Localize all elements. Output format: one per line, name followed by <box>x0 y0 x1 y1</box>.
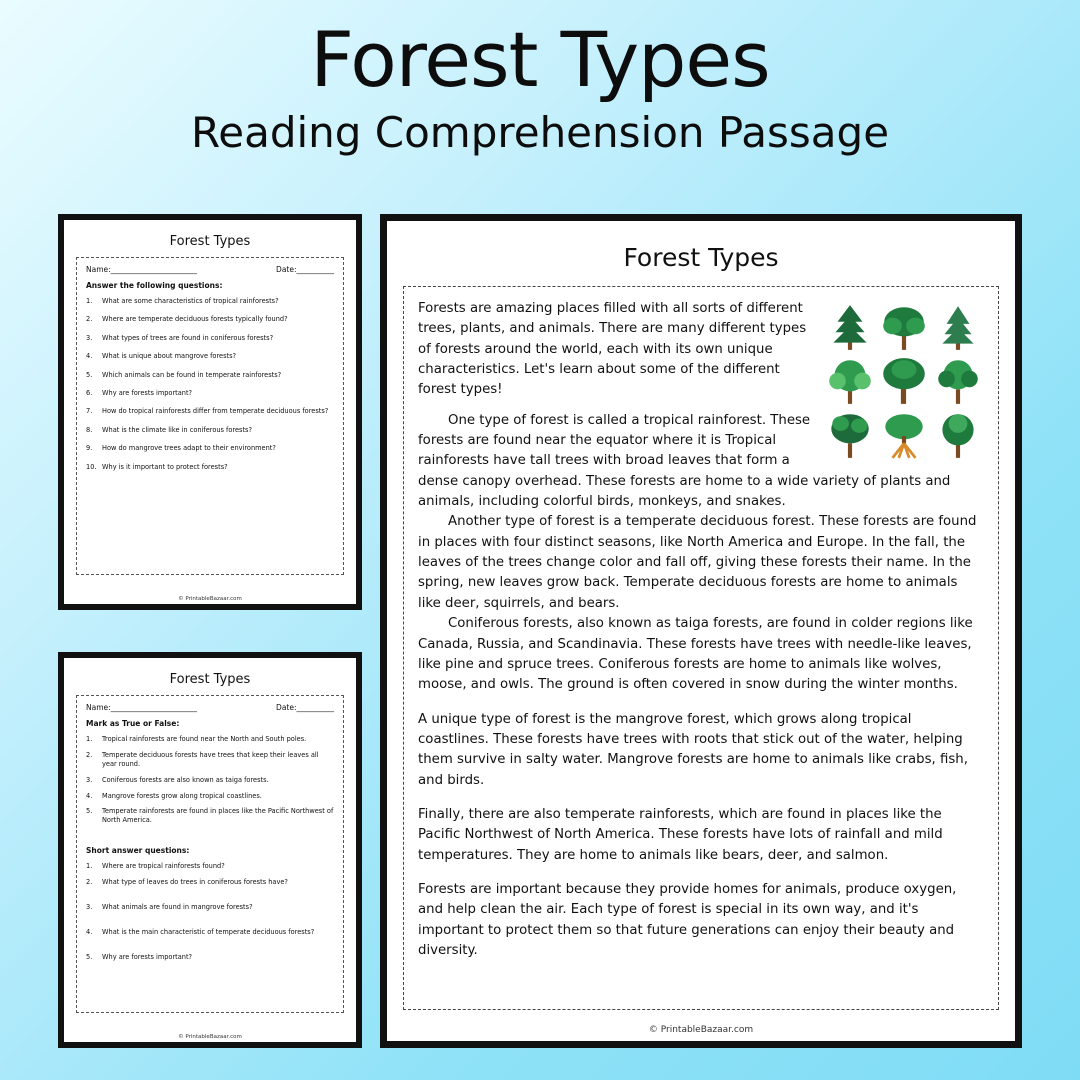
list-item: 3. Coniferous forests are also known as taiga forests. <box>86 775 269 784</box>
list-item: 9. How do mangrove trees adapt to their environment? <box>86 444 276 453</box>
worksheet-1-title: Forest Types <box>169 234 251 249</box>
passage-paragraph: Coniferous forests, also known as taiga forests, are found in colder regions like Canada, Russia, and Scandinavia. These forests have trees with needle-like leaves, like pine and spruce trees. Coniferous forests are home to animals like wolves, moose, and owls. The ground is often covered in snow during the winter months. <box>418 616 973 693</box>
passage-paragraph: Forests are amazing places filled with all sorts of different trees, plants, and animals. There are many different types of forests around the world, each with its own unique characteristics. Let's learn about some of the different forest types! <box>418 301 807 398</box>
broadleaf-tree-icon <box>824 409 876 461</box>
name-field-label: Name:_______________________ <box>86 265 197 274</box>
passage-body <box>403 286 999 1010</box>
passage-paragraph: One type of forest is called a tropical rainforest. These forests are found near the equator where it is Tropical rainforests have tall trees with broad leaves that form a dense canopy overhead. These forests are home to a wide variety of plants and animals, including colorful birds, monkeys, and snakes. <box>418 412 951 510</box>
passage-footer: © PrintableBazaar.com <box>648 1025 754 1035</box>
passage-paragraph: Forests are important because they provide homes for animals, produce oxygen, and help clean the air. Each type of forest is special in its own way, and it's important to protect them so that future generations can enjoy their beauty and diversity. <box>418 881 957 958</box>
worksheet-1-namerow <box>86 265 334 274</box>
page-subtitle: Reading Comprehension Passage <box>190 108 890 157</box>
list-item: 10. Why is it important to protect forests? <box>86 462 228 471</box>
conifer-tree-icon <box>824 301 876 353</box>
list-item: 1. Tropical rainforests are found near the North and South poles. <box>86 735 307 743</box>
list-item: 6. Why are forests important? <box>86 388 193 397</box>
broadleaf-tree-icon <box>932 355 984 407</box>
list-item: 4. What is unique about mangrove forests? <box>86 352 237 361</box>
list-item: 5. Which animals can be found in temperate rainforests? <box>86 370 282 379</box>
list-item: 7. How do tropical rainforests differ from temperate deciduous forests? <box>86 407 329 416</box>
passage-paragraph: A unique type of forest is the mangrove forest, which grows along tropical coastlines. These forests have trees with roots that stick out of the water, helping them survive in salty water. Mangrove forests are home to animals like crabs, fish, and birds. <box>418 711 968 788</box>
list-item: 8. What is the climate like in coniferous forests? <box>86 425 252 434</box>
worksheet-2-thumbnail[interactable] <box>58 652 362 1048</box>
passage-title: Forest Types <box>623 243 779 272</box>
worksheet-2-footer: © PrintableBazaar.com <box>178 1034 242 1040</box>
list-item: 5. Why are forests important? <box>86 952 193 961</box>
list-item: 2. Where are temperate deciduous forests typically found? <box>86 315 288 324</box>
list-item: 4. What is the main characteristic of temperate deciduous forests? <box>86 927 315 936</box>
forest-trees-illustration <box>824 301 984 449</box>
list-item: 2. Temperate deciduous forests have trees that keep their leaves all year round. <box>86 750 319 768</box>
page-title: Forest Types <box>310 15 770 104</box>
worksheet-1-section-heading: Answer the following questions: <box>86 281 223 290</box>
mangrove-tree-icon <box>878 409 930 461</box>
worksheet-1-footer: © PrintableBazaar.com <box>178 596 242 602</box>
worksheet-2-body <box>76 695 344 1013</box>
passage-page[interactable] <box>380 214 1022 1048</box>
passage-paragraph: Finally, there are also temperate rainforests, which are found in places like the Pacific Northwest of North America. These forests have lots of rainfall and mild temperatures. They are home to animals like bears, deer, and salmon. <box>418 806 943 863</box>
broadleaf-tree-icon <box>824 355 876 407</box>
poster-header <box>0 0 1080 157</box>
worksheet-2-section-heading-short-answer: Short answer questions: <box>86 846 190 856</box>
list-item: 4. Mangrove forests grow along tropical coastlines. <box>86 791 262 800</box>
list-item: 3. What types of trees are found in coniferous forests? <box>86 333 274 342</box>
worksheet-1-thumbnail[interactable] <box>58 214 362 610</box>
worksheet-2-section-heading-true-false: Mark as True or False: <box>86 719 180 728</box>
list-item: 2. What type of leaves do trees in coniferous forests have? <box>86 878 288 887</box>
passage-paragraph: Another type of forest is a temperate deciduous forest. These forests are found in places with four distinct seasons, like North America and Europe. In the fall, the leaves of the trees change color and fall off, giving these forests their name. In the spring, new leaves grow back. Temperate deciduous forests are home to animals like deer, squirrels, and bears. <box>418 514 977 611</box>
worksheet-2-namerow <box>86 703 334 712</box>
worksheet-2-title: Forest Types <box>169 672 251 687</box>
broadleaf-tree-icon <box>878 355 930 407</box>
broadleaf-tree-icon <box>878 301 930 353</box>
list-item: 3. What animals are found in mangrove forests? <box>86 903 253 912</box>
list-item: 5. Temperate rainforests are found in places like the Pacific Northwest of North America. <box>86 807 334 825</box>
worksheet-1-body <box>76 257 344 575</box>
conifer-tree-icon <box>932 301 984 353</box>
date-field-label: Date:__________ <box>276 265 334 274</box>
name-field-label: Name:_______________________ <box>86 703 197 712</box>
list-item: 1. What are some characteristics of tropical rainforests? <box>86 297 279 305</box>
broadleaf-tree-icon <box>932 409 984 461</box>
list-item: 1. Where are tropical rainforests found? <box>86 862 225 871</box>
date-field-label: Date:__________ <box>276 703 334 712</box>
